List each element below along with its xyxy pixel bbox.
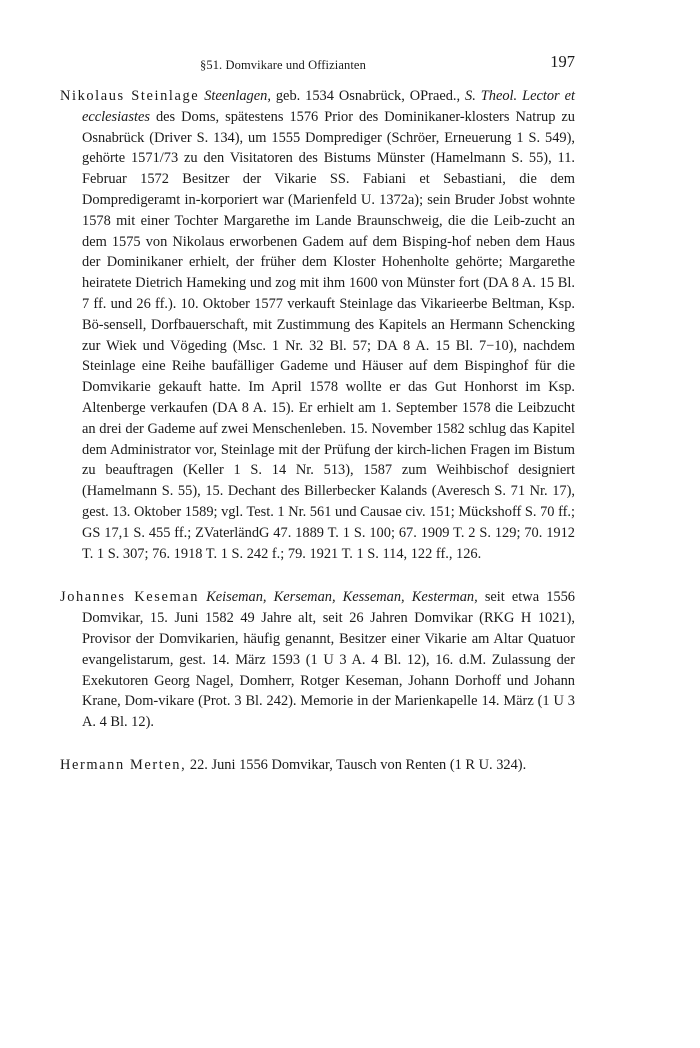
entry-text: des Doms, spätestens 1576 Prior des Dominikaner-klosters Natrup zu Osnabrück (Driver S. 134), um 1555 Domprediger (Schröer, Erneuerung 1 S. 549), gehörte 1571/73 zu den Visitatoren des Bistums Münster (Hamelmann S. 55), 11. Februar 1572 Besitzer der Vikarie SS. Fabiani et Sebastiani, die dem Dompredigeramt in-korporiert war (Marienfeld U. 1372a); sein Bruder Jobst wohnte 1578 mit einer Tochter Margarethe im Lande Braunschweig, die die Leib-zucht an dem 1575 von Nikolaus erworbenen Gadem auf dem Bisping-hof neben dem Haus der Dominikaner erhielt, der früher dem Kloster Hohenholte gehörte; Margarethe heiratete Dietrich Hameking und zog mit ihm 1600 von Münster fort (DA 8 A. 15 Bl. 7 ff. und 26 ff.). 10. Oktober 1577 verkauft Steinlage das Vikarieerbe Beltman, Ksp. Bö-sensell, Dorfbauerschaft, mit Zustimmung des Kapitels an Hermann Schencking zur Wiek und Vögeding (Msc. 1 Nr. 32 Bl. 57; DA 8 A. 15 Bl. 7−10), nachdem Steinlage eine Reihe baufälliger Gademe und Häuser auf dem Bispinghof für die Domvikarie gekauft hatte. Im April 1578 wollte er das Gut Honhorst im Ksp. Altenberge verkaufen (DA 8 A. 15). Er erhielt am 1. September 1578 die Leibzucht an drei der Gademe auf zwei Menschenleben. 15. November 1582 schlug das Kapitel dem Administrator vor, Steinlage mit der Prüfung der kirch-lichen Fragen im Bistum zu beauftragen (Keller 1 S. 14 Nr. 513), 1587 zum Weihbischof designiert (Hamelmann S. 55), 15. Dechant des Billerbecker Kalands (Averesch S. 71 Nr. 17), gest. 13. Oktober 1589; vgl. Test. 1 Nr. 561 und Causae civ. 151; Mückshoff S. 70 ff.; GS 17,1 S. 455 ff.; ZVaterländG 47. 1889 T. 1 S. 100; 67. 1909 T. 2 S. 129; 70. 1912 T. 1 S. 307; 76. 1918 T. 1 S. 242 f.; 79. 1921 T. 1 S. 114, 122 ff., 126. (82, 108, 575, 562)
entry-name: Hermann Merten, (60, 756, 187, 773)
name-variants: Steenlagen, (204, 88, 271, 104)
entry-text: 22. Juni 1556 Domvikar, Tausch von Renten (1 R U. 324). (186, 756, 527, 773)
entry-list (60, 86, 575, 776)
entry-johannes-keseman (60, 587, 575, 733)
entry-nikolaus-steinlage (60, 86, 575, 564)
page-header (60, 52, 575, 76)
entry-name: Johannes Keseman (60, 589, 200, 606)
entry-text: seit etwa 1556 Domvikar, 15. Juni 1582 49 Jahre alt, seit 26 Jahren Domvikar (RKG H 1021), Provisor der Domvikarien, häufig genannt, Besitzer einer Vikarie am Altar Quatuor evangelistarum, gest. 14. März 1593 (1 U 3 A. 4 Bl. 12), 16. d.M. Zulassung der Exekutoren Georg Nagel, Domherr, Rotger Keseman, Johann Dorhoff und Johann Krane, Dom-vikare (Prot. 3 Bl. 242). Memorie in der Marienkapelle 14. März (1 U 3 A. 4 Bl. 12). (82, 589, 575, 731)
entry-title: S. Theol. Lector et ecclesiastes (82, 88, 575, 125)
entry-text: geb. 1534 Osnabrück, OPraed., (270, 88, 466, 104)
entry-name: Nikolaus Steinlage (60, 88, 200, 104)
page-number: 197 (550, 52, 575, 71)
name-variants: Keiseman, Kerseman, Kesseman, Kesterman, (206, 589, 478, 606)
running-head: §51. Domvikare und Offizianten (200, 58, 366, 72)
entry-hermann-merten (60, 755, 575, 776)
